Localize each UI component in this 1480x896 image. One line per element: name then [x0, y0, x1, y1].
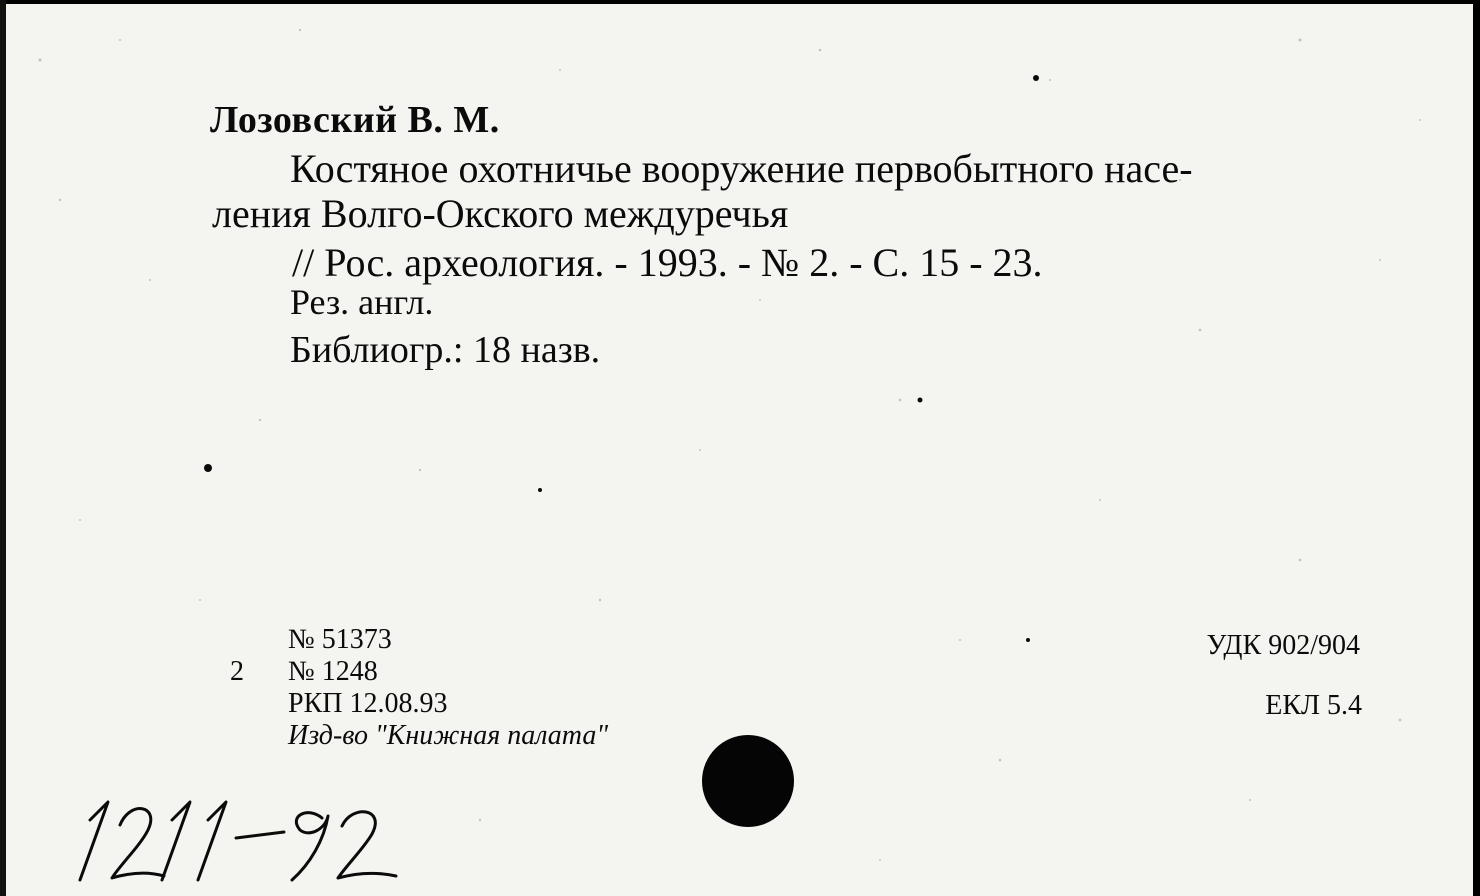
copies-count: 2 [230, 656, 244, 687]
card-border-top [0, 0, 1480, 4]
ekl-code: ЕКЛ 5.4 [1265, 690, 1362, 721]
record-number: № 51373 [288, 624, 392, 655]
punch-hole [702, 735, 794, 827]
second-number: № 1248 [288, 656, 378, 687]
source-citation: // Рос. археология. - 1993. - № 2. - С. 15 - 23. [292, 240, 1043, 285]
title-line-1: Костяное охотничье вооружение первобытного насе- [290, 146, 1193, 191]
rkp-date: РКП 12.08.93 [288, 688, 448, 719]
summary-note: Рез. англ. [290, 282, 434, 322]
publisher: Изд-во "Книжная палата" [288, 720, 609, 751]
author-name: Лозовский В. М. [210, 99, 500, 141]
card-border-right [1473, 0, 1480, 896]
title-line-2: ления Волго-Окского междуречья [212, 191, 789, 236]
handwritten-number [60, 780, 420, 890]
bibliography-note: Библиогр.: 18 назв. [290, 329, 601, 371]
card-border-left [0, 0, 6, 896]
udk-code: УДК 902/904 [1206, 630, 1360, 661]
